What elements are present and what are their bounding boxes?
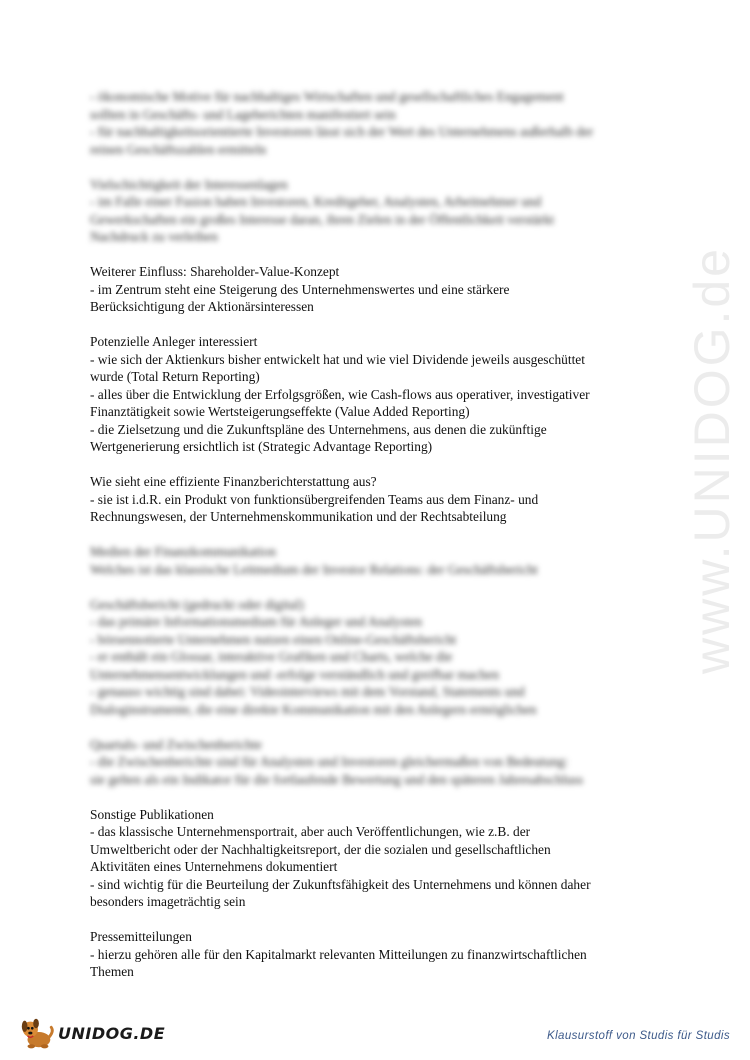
text-line: Quartals- und Zwischenberichte	[90, 736, 262, 752]
text-line: - hierzu gehören alle für den Kapitalmarkt relevanten Mitteilungen zu finanzwirtschaftlichen	[90, 946, 587, 962]
text-line: Umweltbericht oder der Nachhaltigkeitsreport, der die sozialen und gesellschaftlichen	[90, 841, 551, 857]
text-line: sie gelten als ein Indikator für die fortlaufende Bewertung und den späteren Jahresabschluss	[90, 771, 584, 787]
text-line: wurde (Total Return Reporting)	[90, 369, 260, 384]
section-heading: Pressemitteilungen	[90, 929, 192, 944]
blurred-paragraph	[90, 596, 710, 719]
blurred-paragraph	[90, 736, 710, 789]
text-line: Unternehmensentwicklungen und -erfolge verständlich und greifbar machen	[90, 666, 500, 682]
text-line: - das klassische Unternehmensportrait, aber auch Veröffentlichungen, wie z.B. der	[90, 824, 531, 839]
text-line: sollten in Geschäfts- und Lageberichten manifestiert sein	[90, 106, 396, 122]
text-line: - genauso wichtig sind dabei: Videointerviews mit dem Vorstand, Statements und	[90, 684, 525, 699]
section-heading: Sonstige Publikationen	[90, 806, 214, 822]
section-shareholder-value	[90, 263, 710, 316]
section-heading: Wie sieht eine effiziente Finanzberichterstattung aus?	[90, 474, 377, 489]
text-line: - ökonomische Motive für nachhaltiges Wirtschaften und gesellschaftliches Engagement	[90, 89, 564, 104]
blurred-paragraph	[90, 543, 710, 578]
watermark: www.UNIDOG.de	[684, 246, 740, 674]
section-heading: Potenzielle Anleger interessiert	[90, 334, 258, 349]
text-line: - börsennotierte Unternehmen nutzen einen Online-Geschäftsbericht	[90, 631, 457, 647]
text-line: Themen	[90, 964, 134, 979]
logo-text: UNIDOG.DE	[58, 1023, 166, 1043]
text-line: besonders imageträchtig sein	[90, 894, 246, 909]
dog-mascot-icon	[18, 1014, 56, 1052]
text-line: Finanztätigkeit sowie Wertsteigerungseffekte (Value Added Reporting)	[90, 404, 470, 419]
text-line: - wie sich der Aktienkurs bisher entwickelt hat und wie viel Dividende jeweils ausgeschüttet	[90, 351, 585, 367]
text-line: Vielschichtigkeit der Interessenlagen	[90, 176, 288, 192]
document-body	[90, 88, 710, 998]
text-line: - sind wichtig für die Beurteilung der Zukunftsfähigkeit des Unternehmens und können daher	[90, 876, 591, 892]
section-anleger	[90, 333, 710, 456]
text-line: - im Falle einer Fusion haben Investoren, Kreditgeber, Analysten, Arbeitnehmer und	[90, 194, 542, 209]
text-line: Geschäftsbericht (gedruckt oder digital)	[90, 596, 304, 612]
text-line: - sie ist i.d.R. ein Produkt von funktionsübergreifenden Teams aus dem Finanz- und	[90, 491, 539, 507]
section-sonstige-publikationen	[90, 806, 710, 911]
text-line: Wertgenerierung ersichtlich ist (Strategic Advantage Reporting)	[90, 439, 433, 454]
text-line: - die Zielsetzung und die Zukunftspläne des Unternehmens, aus denen die zukünftige	[90, 421, 547, 437]
text-line: Berücksichtigung der Aktionärsinteressen	[90, 299, 314, 314]
text-line: - das primäre Informationsmedium für Anleger und Analysten	[90, 614, 423, 629]
text-line: Aktivitäten eines Unternehmens dokumentiert	[90, 859, 338, 874]
section-pressemitteilungen	[90, 928, 710, 981]
text-line: Welches ist das klassische Leitmedium der Investor Relations: der Geschäftsbericht	[90, 561, 538, 577]
text-line: - im Zentrum steht eine Steigerung des Unternehmenswertes und eine stärkere	[90, 281, 510, 297]
text-line: - die Zwischenberichte sind für Analysten und Investoren gleichermaßen von Bedeutung:	[90, 754, 569, 769]
blurred-paragraph	[90, 88, 710, 158]
text-line: - für nachhaltigkeitsorientierte Investoren lässt sich der Wert des Unternehmens außerhalb der	[90, 124, 594, 139]
blurred-paragraph	[90, 176, 710, 246]
section-effiziente-berichterstattung	[90, 473, 710, 526]
text-line: Medien der Finanzkommunikation	[90, 544, 276, 559]
unidog-logo[interactable]	[18, 1014, 165, 1052]
text-line: Rechnungswesen, der Unternehmenskommunikation und der Rechtsabteilung	[90, 509, 507, 524]
text-line: Gewerkschaften ein großes Interesse daran, ihren Zielen in der Öffentlichkeit verstärkt	[90, 211, 555, 227]
text-line: Dialoginstrumente, die eine direkte Kommunikation mit den Anlegern ermöglichen	[90, 701, 537, 717]
text-line: reinen Geschäftszahlen ermitteln	[90, 141, 267, 157]
footer-tagline: Klausurstoff von Studis für Studis	[547, 1030, 730, 1042]
text-line: - er enthält ein Glossar, interaktive Grafiken und Charts, welche die	[90, 649, 453, 664]
text-line: - alles über die Entwicklung der Erfolgsgrößen, wie Cash-flows aus operativer, investigativer	[90, 386, 590, 402]
section-heading: Weiterer Einfluss: Shareholder-Value-Konzept	[90, 264, 340, 279]
text-line: Nachdruck zu verleihen	[90, 229, 218, 244]
